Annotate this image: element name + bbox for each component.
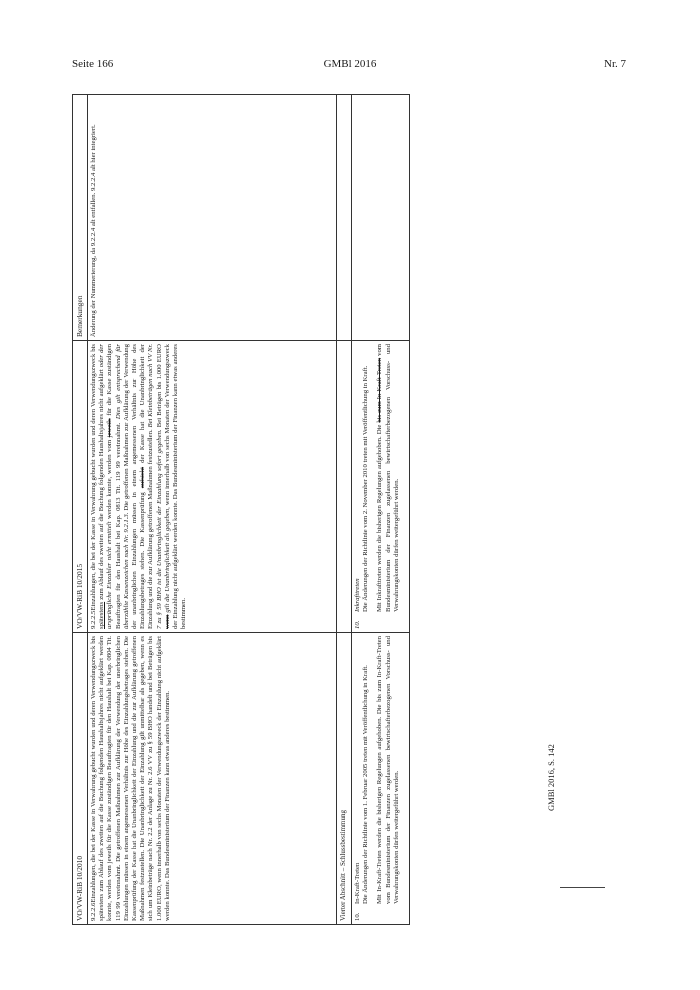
deleted-text: bis zum In-Kraft-Treten xyxy=(376,357,384,423)
section-title: Vierter Abschnitt – Schlussbestimmung xyxy=(337,633,352,925)
clause-text: vom Bundesministerium der Finanzen zugelassenen bewirtschafterbezogenen Vorschuss- und Verwahrungskonten dürfen weitergeführt werden. xyxy=(376,344,400,612)
clause-paragraph xyxy=(376,344,401,612)
issue-number: Nr. 7 xyxy=(604,58,626,70)
inserted-text: Dies gilt entsprechend für überzählte Kassenzeichen nach Nr. 9.2.1.3. xyxy=(114,344,130,629)
deleted-text: aufsicht xyxy=(139,466,147,489)
divider xyxy=(560,887,605,888)
clause-text: Mit Inkrafttreten werden die bisherigen Regelungen aufgehoben. Die xyxy=(376,422,384,612)
clause-text: Bei Beträgen bis 1.000 EURO xyxy=(155,343,163,430)
clause-text: der Kasse hat die Unanbringlichkeit der Einzahlung und die zur Aufklärung getroffenen Maßnahmen festzustellen. xyxy=(139,344,155,629)
clause-number: 10. xyxy=(354,620,361,629)
clause-paragraph: Mit In-Kraft-Treten werden die bisherigen Regelungen aufgehoben. Die bis zum In-Kraft-Treten vom Bundesministerium der Finanzen zugelassenen bewirtschafterbezogenen Vorschuss- und Verwahrungskonten dürfen weitergeführt werden. xyxy=(376,636,400,904)
clause-text: Die getroffenen Maßnahmen zur Aufklärung der Verwendung der unanbringlichen Einzahlungen müssen in einem angemessenen Verhältnis zur Höhe des Einzahlungsbetrages stehen. Die Kassenprüfung xyxy=(122,344,147,629)
table-header-row xyxy=(73,95,88,925)
section-empty-cell xyxy=(337,341,352,633)
clause-number: 9.2.2.6 xyxy=(90,902,97,921)
deleted-text: wenn xyxy=(163,614,171,629)
clause-text: Einzahlungen, die bei der Kasse in Verwahrung gebucht wurden und deren Verwendungszweck bis xyxy=(90,344,97,611)
section-empty-cell xyxy=(337,95,352,341)
comparison-table xyxy=(72,95,400,925)
side-note xyxy=(526,665,562,825)
clause-text: , wenn innerhalb von sechs Monaten der Verwendungszweck der Einzahlung nicht aufgeklärt werden konnte. Das Bundesministerium der Finanzen kann etwas anderes bestimmen. xyxy=(163,344,188,629)
clause-paragraph: Die Änderungen der Richtlinie vom 1. Februar 2005 treten mit Veröffentlichung in Kraft. xyxy=(362,665,370,904)
cell-remark-empty xyxy=(352,95,410,341)
table-row xyxy=(352,95,410,925)
cell-old-10 xyxy=(352,633,410,925)
inserted-text: Bei Kleinbeträgen nach VV Nr. 7 zu § 59 BHO ist die Unanbringlichkeit der Einzahlung sofort gegeben. xyxy=(147,344,163,629)
col-header-new: VO/VW-RiB 10/2015 xyxy=(73,341,88,633)
col-header-remarks: Bemerkungen xyxy=(73,95,88,341)
clause-text: werden konnte, werden vom xyxy=(106,437,114,522)
clause-text: Einzahlungen, die bei der Kasse in Verwahrung gebucht wurden und deren Verwendungszweck bis spätestens zum Ablauf des zweiten auf die Buchung folgenden Haushaltsjahres nicht aufgeklärt werden konnte, werden vom jeweils für die Kasse zuständigen Beauftragten für den Haushalt bei Kap. 0804 Tit. 119 99 vereinnahmt. Die getroffenen Maßnahmen zur Aufklärung der Verwendung der unerbringlichen Einzahlungen müssen in einem angemessenen Verhältnis zur Höhe des Einzahlungsbetrages stehen. Die Kassenprüfung der Kasse hat die Unanbringlichkeit der Einzahlung und die zur Aufklärung getroffenen Maßnahmen festzustellen. Die Unanbringlichkeit der Einzahlung gilt unmittelbar als gegeben, wenn es sich um Kleinbeträge nach Nr. 2.2 der Anlage zu Nr. 2.6 VV zu § 59 BHO handelt und bei Beträgen bis 1.000 EURO, wenn innerhalb von sechs Monaten der Verwendungszweck der Einzahlung nicht aufgeklärt werden konnte. Das Bundesministerium der Finanzen kann etwas anderes bestimmen. xyxy=(90,636,171,921)
clause-title: Inkrafttreten xyxy=(354,578,361,612)
inserted-text: oder der ursprüngliche Einzahler nicht ermittelt xyxy=(98,344,114,629)
col-header-old: VO/VW-RiB 10/2010 xyxy=(73,633,88,925)
cell-new-10 xyxy=(352,341,410,633)
journal-title: GMBl 2016 xyxy=(323,58,377,70)
page-number: Seite 166 xyxy=(72,58,114,70)
deleted-text: jeweils xyxy=(106,418,114,438)
cell-old-922 xyxy=(88,633,337,925)
side-note-text: GMBl 2016, S. 142 xyxy=(546,744,556,811)
clause-text: zum Ablauf des zweiten auf die Buchung folgenden Haushaltsjahres nicht aufgeklärt xyxy=(98,367,106,602)
clause-number: 9.2.2.5 xyxy=(90,610,97,629)
clause-title: In-Kraft-Treten xyxy=(354,862,361,904)
table-row xyxy=(88,95,337,925)
underlined-text: spätestens xyxy=(98,601,106,629)
section-row xyxy=(337,95,352,925)
clause-paragraph: Die Änderungen der Richtlinie vom 2. November 2010 treten mit Veröffentlichung in Kraft. xyxy=(362,365,370,612)
cell-new-922 xyxy=(88,341,337,633)
clause-number: 10. xyxy=(354,912,361,921)
inserted-text: gilt die Unanbringlichkeit als gegeben xyxy=(163,508,171,615)
clause-text: für die Kasse zuständigen Beauftragten für den Haushalt bei Kap. 0813 Tit. 119 99 vereinnahmt. xyxy=(106,343,122,629)
cell-remark: Änderung der Nummerierung, da 9.2.2.4 alt entfallen. 9.2.2.4 alt hier integriert. xyxy=(88,95,337,341)
